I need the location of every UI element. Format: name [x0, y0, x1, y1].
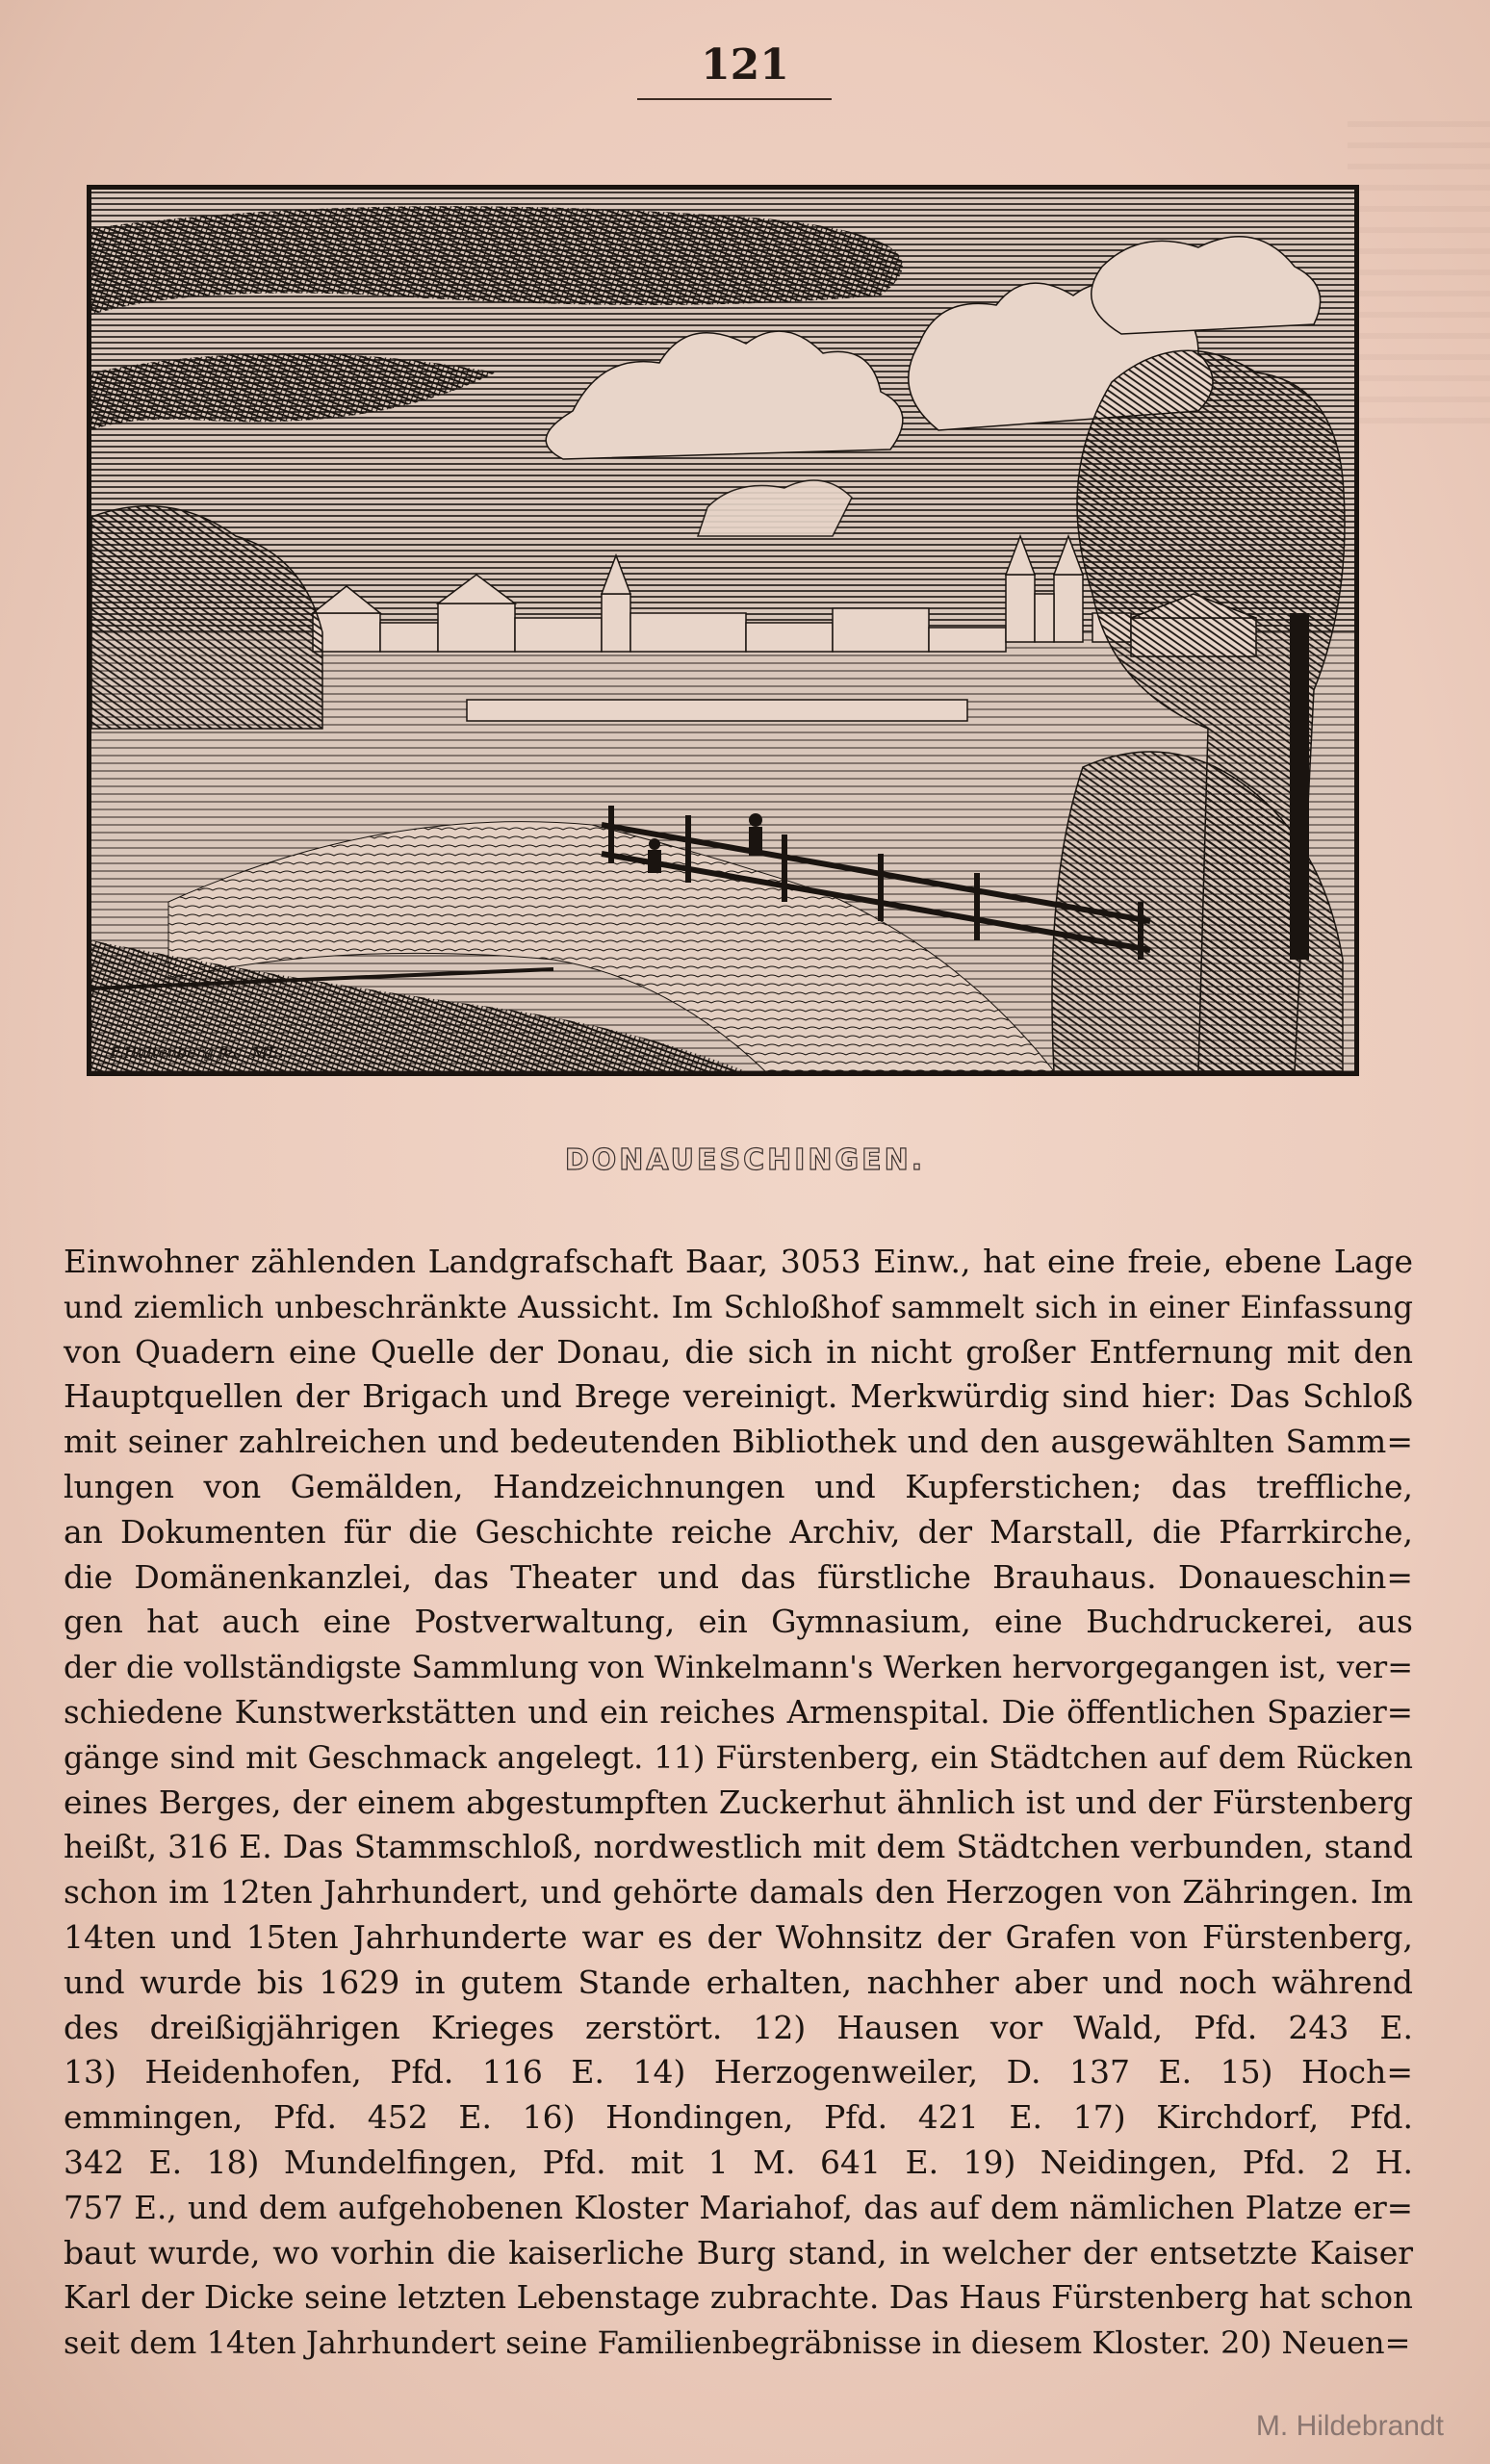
text-line: und ziemlich unbeschränkte Aussicht. Im Schloßhof sammelt sich in einer Einfassung — [64, 1288, 1413, 1325]
town-wall — [467, 700, 967, 721]
text-line: emmingen, Pfd. 452 E. 16) Hondingen, Pfd. 421 E. 17) Kirchdorf, Pfd. — [64, 2098, 1413, 2137]
text-line: 13) Heidenhofen, Pfd. 116 E. 14) Herzogenweiler, D. 137 E. 15) Hoch= — [64, 2053, 1413, 2092]
text-line: 757 E., und dem aufgehobenen Kloster Mariahof, das auf dem nämlichen Platze er= — [64, 2189, 1413, 2226]
body-text — [64, 1240, 1413, 2366]
engraver-signature: F.Hultenberg fec. ME. — [111, 1043, 284, 1062]
text-line: baut wurde, wo vorhin die kaiserliche Burg stand, in welcher der entsetzte Kaiser — [64, 2233, 1413, 2272]
text-line: seit dem 14ten Jahrhundert seine Familienbegräbnisse in diesem Kloster. 20) Neuen= — [64, 2324, 1411, 2362]
text-line: und wurde bis 1629 in gutem Stande erhalten, nachher aber und noch während — [64, 1963, 1413, 2001]
text-line: Karl der Dicke seine letzten Lebenstage zubrachte. Das Haus Fürstenberg hat schon — [64, 2279, 1413, 2317]
text-line: lungen von Gemälden, Handzeichnungen und Kupferstichen; das treffliche, — [64, 1467, 1413, 1505]
text-line: 14ten und 15ten Jahrhunderte war es der Wohnsitz der Grafen von Fürstenberg, — [64, 1917, 1413, 1956]
text-line: des dreißigjährigen Krieges zerstört. 12) Hausen vor Wald, Pfd. 243 E. — [64, 2008, 1413, 2046]
text-line: Einwohner zählenden Landgrafschaft Baar, 3053 Einw., hat eine freie, ebene Lage — [64, 1243, 1413, 1280]
text-line: schiedene Kunstwerkstätten und ein reiches Armenspital. Die öffentlichen Spazier= — [64, 1693, 1413, 1731]
text-line: mit seiner zahlreichen und bedeutenden Bibliothek und den ausgewählten Samm= — [64, 1423, 1413, 1461]
text-line: heißt, 316 E. Das Stammschloß, nordwestlich mit dem Städtchen verbunden, stand — [64, 1828, 1413, 1866]
text-line: gen hat auch eine Postverwaltung, ein Gymnasium, eine Buchdruckerei, aus — [64, 1603, 1413, 1641]
text-line: 342 E. 18) Mundelfingen, Pfd. mit 1 M. 641 E. 19) Neidingen, Pfd. 2 H. — [64, 2143, 1413, 2181]
show-through-bleed — [1348, 116, 1490, 424]
illustration-caption: DONAUESCHINGEN. — [564, 1143, 926, 1177]
engraving-illustration — [87, 185, 1359, 1076]
tree-trunk — [1290, 613, 1309, 960]
text-line: der die vollständigste Sammlung von Winkelmann's Werken hervorgegangen ist, ver= — [64, 1649, 1413, 1686]
text-line: gänge sind mit Geschmack angelegt. 11) Fürstenberg, ein Städtchen auf dem Rücken — [64, 1738, 1413, 1776]
text-line: von Quadern eine Quelle der Donau, die sich in nicht großer Entfernung mit den — [64, 1332, 1413, 1371]
text-line: die Domänenkanzlei, das Theater und das fürstliche Brauhaus. Donaueschin= — [64, 1557, 1413, 1596]
text-line: an Dokumenten für die Geschichte reiche Archiv, der Marstall, die Pfarrkirche, — [64, 1512, 1413, 1551]
text-line: eines Berges, der einem abgestumpften Zuckerhut ähnlich ist und der Fürstenberg — [64, 1783, 1413, 1821]
page-number: 121 — [701, 40, 789, 90]
page-number-rule — [637, 98, 832, 100]
watermark-credit: M. Hildebrandt — [1255, 2410, 1444, 2442]
text-line: Hauptquellen der Brigach und Brege vereinigt. Merkwürdig sind hier: Das Schloß — [64, 1377, 1413, 1416]
text-line: schon im 12ten Jahrhundert, und gehörte damals den Herzogen von Zähringen. Im — [64, 1873, 1413, 1912]
